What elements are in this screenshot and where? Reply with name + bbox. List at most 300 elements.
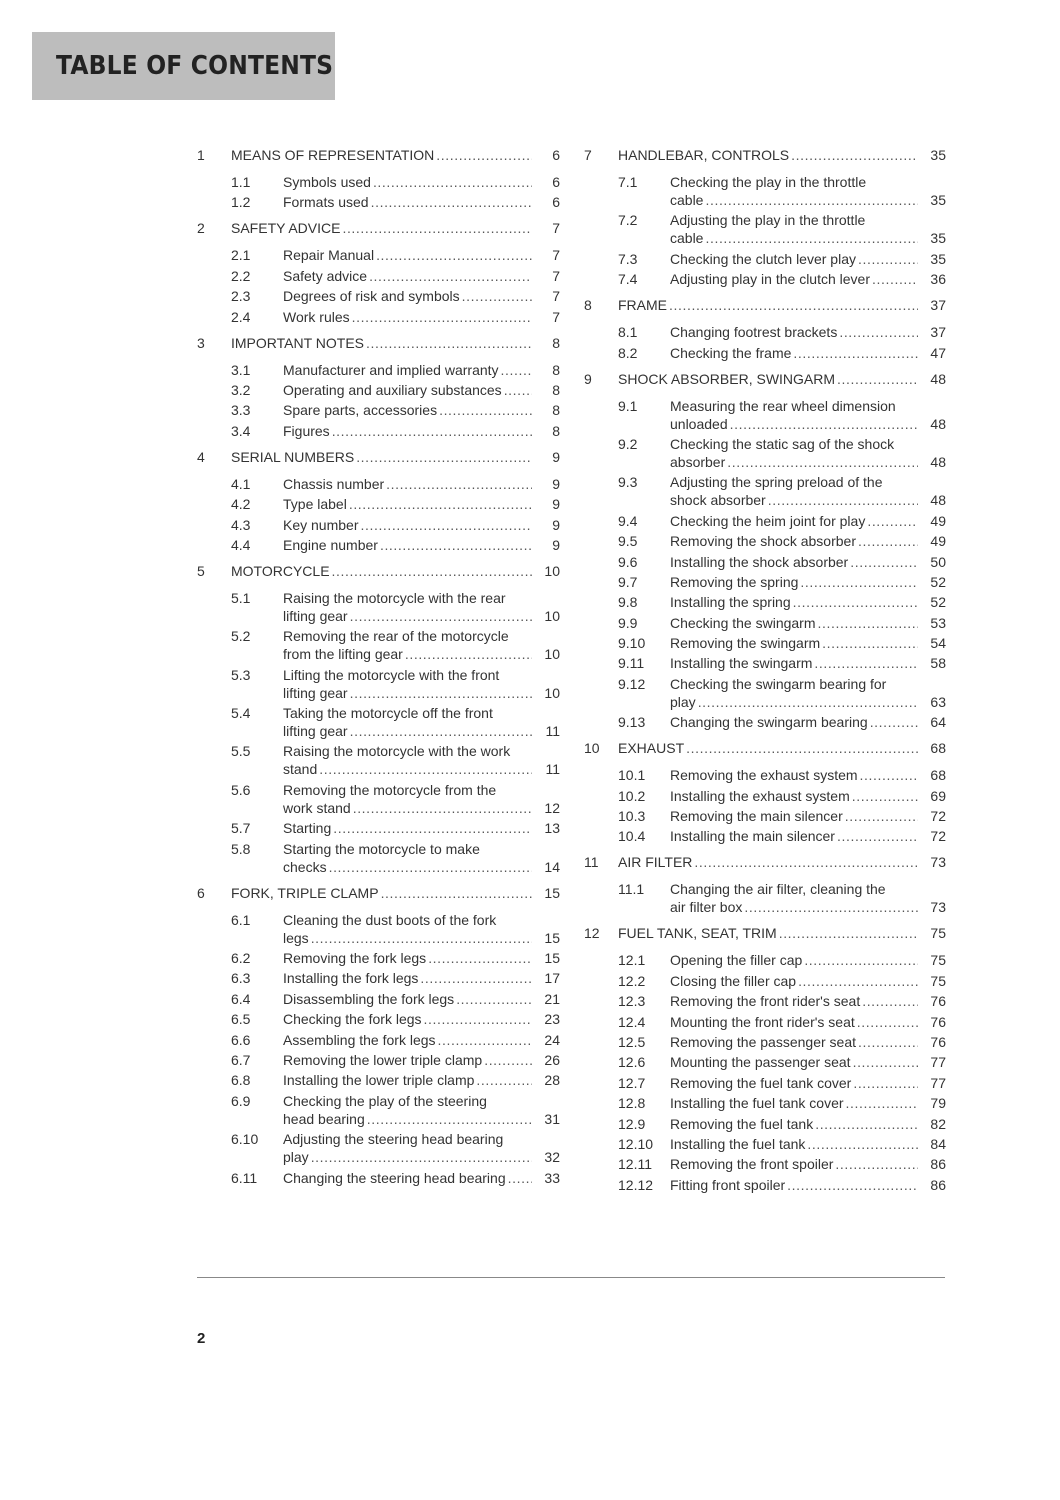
section-title-line2: lifting gear: [283, 723, 348, 740]
section-title: Installing the shock absorber: [670, 553, 849, 570]
dot-leader: [858, 250, 918, 268]
toc-chapter[interactable]: [197, 562, 560, 580]
section-title-wrap: [670, 1013, 920, 1031]
toc-section[interactable]: [197, 475, 560, 493]
chapter-page: 73: [930, 854, 946, 871]
section-page: 13: [544, 820, 560, 837]
section-page: 6: [552, 174, 560, 190]
toc-chapter[interactable]: [197, 448, 560, 466]
section-title-wrap: [670, 1176, 920, 1194]
toc-section[interactable]: [584, 787, 946, 805]
toc-section[interactable]: [197, 361, 560, 379]
section-title: Changing the swingarm bearing: [670, 714, 868, 731]
section-entry: [670, 1155, 946, 1173]
toc-section[interactable]: [584, 880, 946, 916]
section-title-line2-row: [670, 491, 946, 509]
section-entry: [283, 422, 560, 440]
section-title-wrap: [670, 951, 920, 969]
toc-section[interactable]: [584, 654, 946, 672]
section-title: Spare parts, accessories: [283, 402, 438, 419]
toc-section[interactable]: [584, 512, 946, 530]
toc-section[interactable]: [584, 951, 946, 969]
section-entry: [670, 593, 946, 611]
dot-leader: [730, 415, 918, 433]
toc-section[interactable]: [584, 766, 946, 784]
toc-section[interactable]: [197, 969, 560, 987]
section-title-line2: unloaded: [670, 415, 728, 432]
dot-leader: [837, 370, 918, 388]
section-entry: [670, 512, 946, 530]
section-title: Removing the fuel tank: [670, 1115, 814, 1132]
section-entry: [670, 1176, 946, 1194]
toc-section[interactable]: [197, 589, 560, 625]
chapter-number: 11: [584, 854, 599, 871]
section-title-wrap: [670, 654, 920, 672]
section-number: 9.11: [618, 655, 645, 672]
section-title: Mounting the passenger seat: [670, 1054, 851, 1071]
section-entry: [670, 270, 946, 288]
chapter-page: 37: [930, 297, 946, 314]
section-title-wrap: [670, 211, 946, 247]
section-title-wrap: [283, 401, 534, 419]
section-number: 2.1: [231, 247, 251, 264]
section-number: 12.12: [618, 1176, 654, 1193]
toc-section[interactable]: [197, 1010, 560, 1028]
toc-section[interactable]: [584, 807, 946, 825]
section-number: 10.3: [618, 808, 646, 825]
toc-section[interactable]: [197, 516, 560, 534]
toc-chapter[interactable]: [584, 739, 946, 757]
section-entry: [670, 553, 946, 571]
section-page: 15: [544, 929, 560, 946]
toc-section[interactable]: [197, 949, 560, 967]
dot-leader: [420, 969, 532, 987]
section-title: Installing the fork legs: [283, 970, 419, 987]
section-number: 3.3: [231, 402, 251, 419]
section-title-wrap: [283, 287, 534, 305]
toc-section[interactable]: [584, 532, 946, 550]
section-entry: [670, 1094, 946, 1112]
toc-section[interactable]: [197, 781, 560, 817]
dot-leader: [462, 287, 532, 305]
section-number: 9.10: [618, 635, 646, 652]
toc-section[interactable]: [197, 1071, 560, 1089]
section-number: 6.10: [231, 1131, 259, 1148]
toc-section[interactable]: [197, 1130, 560, 1166]
toc-chapter[interactable]: [584, 146, 946, 164]
section-title-wrap: [670, 1155, 920, 1173]
dot-leader: [508, 1169, 532, 1187]
chapter-title: SERIAL NUMBERS: [231, 448, 355, 465]
toc-section[interactable]: [197, 666, 560, 702]
section-title-wrap: [670, 173, 946, 209]
toc-section[interactable]: [197, 704, 560, 740]
section-entry: [670, 992, 946, 1010]
chapter-entry: [618, 739, 946, 757]
section-entry: [283, 536, 560, 554]
section-title-wrap: [283, 1169, 534, 1187]
section-title: Checking the frame: [670, 344, 792, 361]
dot-leader: [333, 819, 532, 837]
dot-leader: [342, 219, 532, 237]
toc-chapter[interactable]: [197, 334, 560, 352]
toc-section[interactable]: [584, 713, 946, 731]
toc-section[interactable]: [197, 911, 560, 947]
section-entry: [283, 246, 560, 264]
toc-section[interactable]: [584, 1176, 946, 1194]
toc-section[interactable]: [584, 675, 946, 711]
section-title: Installing the exhaust system: [670, 787, 850, 804]
chapter-title: MEANS OF REPRESENTATION: [231, 147, 435, 163]
section-title-wrap: [283, 666, 560, 702]
chapter-entry: [618, 146, 946, 164]
toc-section[interactable]: [584, 344, 946, 362]
section-page: 49: [930, 533, 946, 550]
dot-leader: [329, 858, 532, 876]
section-entry: [283, 287, 560, 305]
section-page: 10: [544, 684, 560, 701]
toc-section[interactable]: [584, 397, 946, 433]
section-title-wrap: [670, 766, 920, 784]
section-page: 21: [544, 990, 560, 1007]
dot-leader: [858, 532, 918, 550]
section-title: Safety advice: [283, 267, 368, 284]
chapter-entry: [618, 370, 946, 388]
section-title-wrap: [670, 1115, 920, 1133]
section-title-wrap: [670, 634, 920, 652]
chapter-title-wrap: [618, 853, 920, 871]
section-number: 11.1: [618, 881, 645, 898]
section-title-wrap: [283, 704, 560, 740]
toc-section[interactable]: [197, 173, 560, 191]
section-entry: [283, 381, 560, 399]
toc-section[interactable]: [584, 634, 946, 652]
section-title: Installing the fuel tank: [670, 1135, 806, 1152]
dot-leader: [504, 381, 532, 399]
toc-section[interactable]: [197, 742, 560, 778]
section-title-line1: Removing the rear of the motorcycle: [283, 628, 509, 645]
toc-section[interactable]: [584, 1053, 946, 1071]
dot-leader: [484, 1051, 532, 1069]
section-number: 5.3: [231, 666, 251, 683]
dot-leader: [862, 992, 918, 1010]
section-title-wrap: [283, 627, 560, 663]
section-number: 12.6: [618, 1054, 646, 1071]
toc-section[interactable]: [584, 1135, 946, 1153]
section-title-wrap: [670, 992, 920, 1010]
section-page: 7: [552, 288, 560, 305]
section-title-wrap: [670, 972, 920, 990]
toc-section[interactable]: [584, 435, 946, 471]
section-number: 5.7: [231, 820, 251, 837]
toc-section[interactable]: [197, 422, 560, 440]
section-entry: [283, 1010, 560, 1028]
toc-chapter[interactable]: [584, 370, 946, 388]
section-title-line2-row: [670, 191, 946, 209]
toc-section[interactable]: [197, 381, 560, 399]
chapter-title: SAFETY ADVICE: [231, 220, 341, 237]
section-number: 9.1: [618, 397, 638, 414]
dot-leader: [850, 553, 918, 571]
section-entry: [283, 516, 560, 534]
section-entry: [283, 990, 560, 1008]
section-entry: [283, 361, 560, 379]
toc-section[interactable]: [197, 308, 560, 326]
section-title-line1: Removing the motorcycle from the: [283, 781, 497, 798]
toc-section[interactable]: [584, 323, 946, 341]
section-number: 4.2: [231, 496, 251, 513]
dot-leader: [705, 191, 918, 209]
section-title: Removing the lower triple clamp: [283, 1051, 483, 1068]
section-number: 5.5: [231, 743, 251, 760]
section-title-line2: checks: [283, 858, 327, 875]
toc-chapter[interactable]: [584, 853, 946, 871]
toc-chapter[interactable]: [584, 924, 946, 942]
dot-leader: [669, 296, 918, 314]
chapter-entry: [618, 853, 946, 871]
section-title-wrap: [283, 193, 534, 211]
section-title-wrap: [283, 1051, 534, 1069]
toc-section[interactable]: [197, 627, 560, 663]
chapter-number: 1: [197, 147, 205, 163]
toc-section[interactable]: [584, 553, 946, 571]
toc-section[interactable]: [197, 495, 560, 513]
section-entry: [670, 713, 946, 731]
toc-section[interactable]: [584, 992, 946, 1010]
section-number: 12.4: [618, 1013, 646, 1030]
section-title-wrap: [283, 589, 560, 625]
toc-chapter[interactable]: [197, 219, 560, 237]
section-number: 10.1: [618, 767, 646, 784]
section-title: Fitting front spoiler: [670, 1176, 786, 1193]
section-page: 77: [930, 1054, 946, 1071]
section-title: Checking the fork legs: [283, 1011, 422, 1028]
section-page: 72: [930, 808, 946, 825]
section-title-wrap: [283, 1010, 534, 1028]
toc-section[interactable]: [584, 1074, 946, 1092]
section-title-wrap: [283, 422, 534, 440]
toc-section[interactable]: [197, 1169, 560, 1187]
toc-section[interactable]: [197, 246, 560, 264]
section-title-line2-row: [283, 799, 560, 817]
section-title-line2-row: [283, 929, 560, 947]
section-title: Checking the swingarm: [670, 614, 816, 631]
toc-section[interactable]: [197, 536, 560, 554]
dot-leader: [787, 1176, 918, 1194]
section-number: 5.8: [231, 840, 251, 857]
toc-section[interactable]: [584, 1094, 946, 1112]
toc-section[interactable]: [584, 1115, 946, 1133]
section-page: 75: [930, 972, 946, 989]
toc-chapter[interactable]: [197, 884, 560, 902]
section-title-line2-row: [283, 645, 560, 663]
section-number: 5.1: [231, 589, 251, 606]
section-page: 9: [552, 496, 560, 513]
toc-section[interactable]: [197, 267, 560, 285]
toc-section[interactable]: [197, 287, 560, 305]
section-number: 7.4: [618, 271, 638, 288]
section-page: 10: [544, 646, 560, 663]
section-entry: [283, 819, 560, 837]
section-title-line1: Raising the motorcycle with the rear: [283, 589, 506, 606]
section-number: 6.7: [231, 1051, 251, 1068]
section-page: 32: [544, 1149, 560, 1166]
toc-section[interactable]: [197, 193, 560, 211]
section-title-wrap: [283, 990, 534, 1008]
section-page: 52: [930, 573, 946, 590]
section-number: 8.1: [618, 324, 638, 341]
chapter-title-wrap: [618, 370, 920, 388]
dot-leader: [872, 270, 918, 288]
section-number: 12.1: [618, 952, 646, 969]
section-title: Removing the main silencer: [670, 808, 843, 825]
toc-section[interactable]: [584, 1013, 946, 1031]
dot-leader: [818, 614, 918, 632]
chapter-title: FRAME: [618, 297, 667, 314]
chapter-page: 7: [552, 220, 560, 237]
toc-section[interactable]: [584, 972, 946, 990]
chapter-page: 10: [544, 562, 560, 579]
section-number: 12.11: [618, 1156, 652, 1173]
section-entry: [670, 323, 946, 341]
toc-section[interactable]: [584, 270, 946, 288]
section-number: 4.4: [231, 536, 251, 553]
section-page: 48: [930, 453, 946, 470]
section-title: Assembling the fork legs: [283, 1031, 436, 1048]
section-page: 8: [552, 361, 560, 378]
dot-leader: [814, 654, 918, 672]
dot-leader: [870, 713, 918, 731]
section-title: Removing the front spoiler: [670, 1156, 834, 1173]
section-title: Removing the fork legs: [283, 950, 427, 967]
section-title-line2: lifting gear: [283, 607, 348, 624]
section-title-line2-row: [283, 858, 560, 876]
dot-leader: [356, 448, 532, 466]
section-entry: [670, 573, 946, 591]
dot-leader: [380, 536, 532, 554]
section-title-wrap: [283, 1130, 560, 1166]
section-title-wrap: [283, 819, 534, 837]
dot-leader: [332, 422, 532, 440]
section-title-line2: head bearing: [283, 1110, 365, 1127]
section-title-wrap: [283, 1071, 534, 1089]
section-title-wrap: [283, 781, 560, 817]
section-page: 23: [544, 1011, 560, 1028]
section-page: 50: [930, 553, 946, 570]
dot-leader: [744, 898, 918, 916]
toc-section[interactable]: [584, 827, 946, 845]
section-page: 49: [930, 512, 946, 529]
section-title-wrap: [283, 381, 534, 399]
dot-leader: [791, 146, 918, 164]
section-title-line1: Starting the motorcycle to make: [283, 840, 480, 857]
section-number: 5.2: [231, 628, 251, 645]
section-page: 7: [552, 267, 560, 284]
section-title-wrap: [283, 495, 534, 513]
section-title-line1: Checking the static sag of the shock: [670, 435, 895, 452]
section-entry: [283, 267, 560, 285]
toc-section[interactable]: [584, 473, 946, 509]
section-title: Installing the main silencer: [670, 828, 835, 845]
toc-section[interactable]: [197, 1051, 560, 1069]
section-title-wrap: [670, 1135, 920, 1153]
section-page: 28: [544, 1072, 560, 1089]
dot-leader: [698, 693, 918, 711]
section-number: 5.4: [231, 705, 251, 722]
dot-leader: [373, 173, 532, 191]
dot-leader: [807, 1135, 918, 1153]
chapter-title: IMPORTANT NOTES: [231, 334, 365, 351]
section-page: 35: [930, 230, 946, 247]
section-title-line1: Checking the play in the throttle: [670, 174, 867, 190]
section-number: 5.6: [231, 781, 251, 798]
dot-leader: [376, 246, 532, 264]
chapter-page: 35: [930, 147, 946, 163]
section-entry: [283, 173, 560, 191]
toc-section[interactable]: [197, 1092, 560, 1128]
toc-right-column: [584, 143, 946, 1196]
section-title-wrap: [670, 473, 946, 509]
section-number: 6.9: [231, 1092, 251, 1109]
toc-chapter[interactable]: [584, 296, 946, 314]
toc-section[interactable]: [197, 401, 560, 419]
chapter-entry: [231, 884, 560, 902]
section-entry: [283, 949, 560, 967]
toc-section[interactable]: [197, 1031, 560, 1049]
section-title-line2: absorber: [670, 453, 726, 470]
section-page: 86: [930, 1176, 946, 1193]
section-title-wrap: [283, 475, 534, 493]
section-page: 6: [552, 194, 560, 211]
chapter-page: 6: [552, 147, 560, 163]
toc-section[interactable]: [584, 173, 946, 209]
toc-section[interactable]: [197, 990, 560, 1008]
chapter-entry: [231, 146, 560, 164]
section-entry: [283, 1071, 560, 1089]
chapter-title: HANDLEBAR, CONTROLS: [618, 147, 790, 163]
toc-chapter[interactable]: [197, 146, 560, 164]
chapter-entry: [618, 924, 946, 942]
toc-section[interactable]: [197, 840, 560, 876]
section-title-wrap: [283, 516, 534, 534]
section-entry: [670, 951, 946, 969]
toc-section[interactable]: [584, 614, 946, 632]
dot-leader: [311, 1148, 532, 1166]
section-number: 2.4: [231, 308, 251, 325]
toc-section[interactable]: [197, 819, 560, 837]
section-title-wrap: [670, 573, 920, 591]
dot-leader: [319, 760, 532, 778]
section-number: 12.3: [618, 993, 646, 1010]
section-number: 6.11: [231, 1169, 258, 1186]
toc-section[interactable]: [584, 573, 946, 591]
toc-section[interactable]: [584, 211, 946, 247]
toc-section[interactable]: [584, 250, 946, 268]
toc-section[interactable]: [584, 593, 946, 611]
dot-leader: [705, 229, 918, 247]
toc-section[interactable]: [584, 1155, 946, 1173]
chapter-number: 7: [584, 147, 592, 163]
toc-section[interactable]: [584, 1033, 946, 1051]
section-entry: [283, 401, 560, 419]
section-page: 84: [930, 1135, 946, 1152]
section-entry: [283, 1031, 560, 1049]
section-page: 82: [930, 1115, 946, 1132]
section-entry: [670, 1074, 946, 1092]
section-entry: [670, 1033, 946, 1051]
section-entry: [670, 1115, 946, 1133]
section-page: 76: [930, 1033, 946, 1050]
